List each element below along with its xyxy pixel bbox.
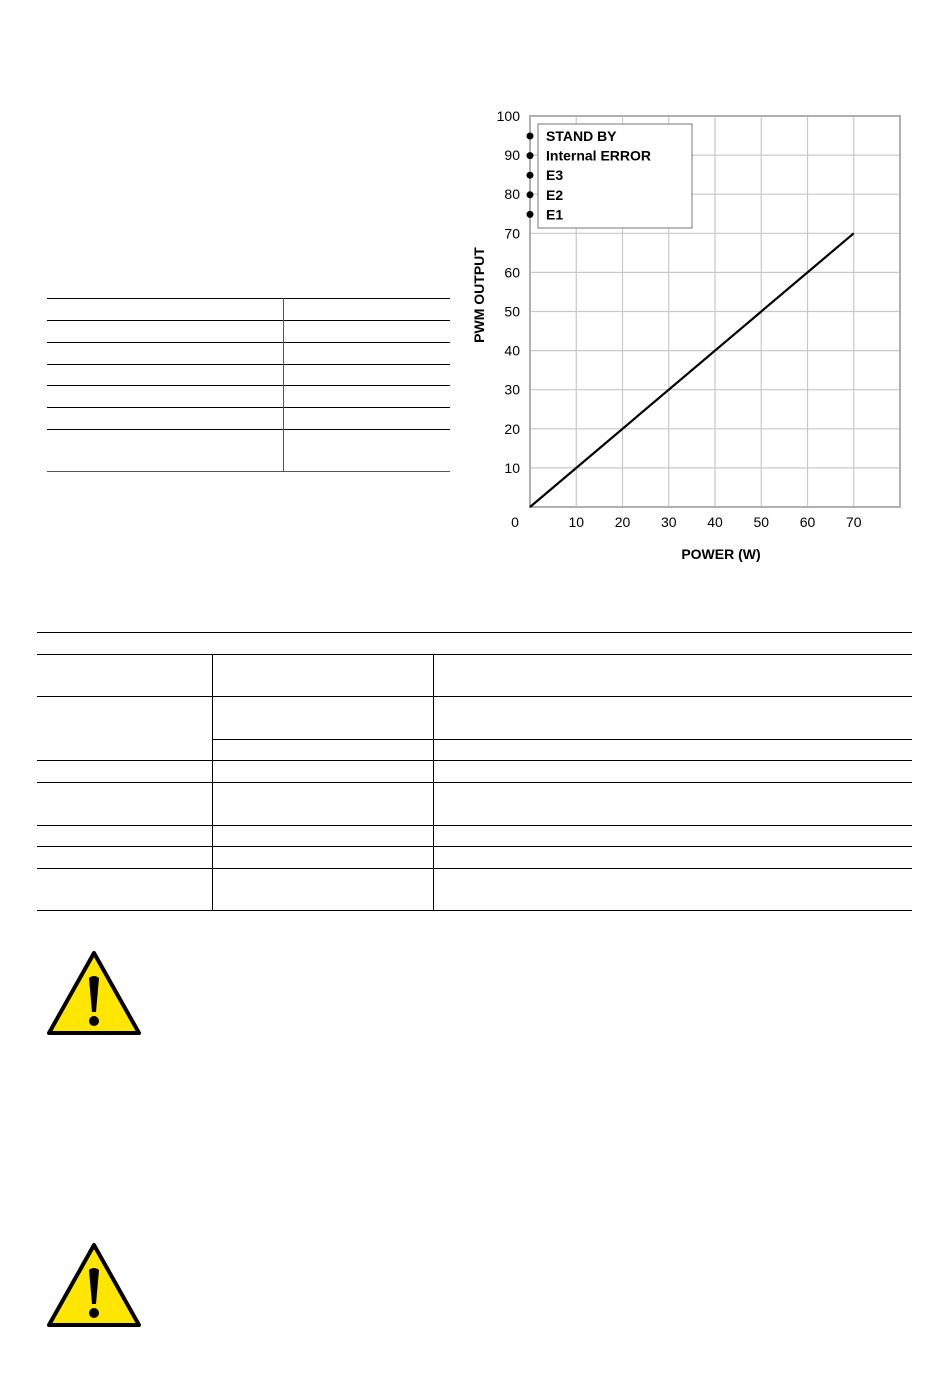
table-rule <box>37 825 912 826</box>
table-rule <box>37 868 912 869</box>
warning-icon <box>46 1242 142 1328</box>
y-axis-label: PWM OUTPUT <box>471 247 487 343</box>
legend-marker <box>527 172 534 179</box>
table-rule <box>37 910 912 911</box>
pwm-power-chart <box>460 100 920 570</box>
y-tick-label: 10 <box>504 459 520 476</box>
x-axis-label: POWER (W) <box>681 546 761 562</box>
series-line <box>530 233 854 507</box>
y-tick-label: 90 <box>504 147 520 164</box>
y-tick-label: 100 <box>496 108 520 124</box>
legend-label: E2 <box>546 186 564 203</box>
chart-series <box>530 233 854 507</box>
table-column-divider <box>212 654 213 911</box>
legend-marker <box>527 191 534 198</box>
table-rule <box>37 654 912 655</box>
y-axis-ticks <box>497 108 521 476</box>
table-column-divider <box>433 654 434 911</box>
legend-marker <box>527 133 534 140</box>
y-tick-label: 60 <box>504 264 520 281</box>
table-rule <box>37 846 912 847</box>
y-tick-label: 30 <box>504 381 520 398</box>
x-tick-label: 20 <box>614 514 631 530</box>
chart-legend <box>527 124 693 228</box>
table-rule <box>37 782 912 783</box>
table-rule <box>47 429 450 430</box>
x-tick-label: 40 <box>707 514 723 530</box>
x-tick-label: 60 <box>799 514 816 530</box>
table-rule <box>47 364 450 365</box>
table-rule <box>37 696 912 697</box>
x-tick-label: 30 <box>660 514 677 530</box>
legend-marker <box>527 211 534 218</box>
legend-label: E3 <box>546 167 564 184</box>
legend-marker <box>527 152 534 159</box>
x-axis-ticks <box>511 514 862 530</box>
y-tick-label: 80 <box>504 186 520 203</box>
table-rule <box>47 342 450 343</box>
x-tick-label: 50 <box>753 514 770 530</box>
x-tick-label: 10 <box>568 514 585 530</box>
x-tick-label: 0 <box>511 514 519 530</box>
table-rule <box>212 739 912 740</box>
table-rule <box>47 385 450 386</box>
warning-icon <box>46 950 142 1036</box>
table-rule <box>47 298 450 299</box>
table-rule <box>47 320 450 321</box>
y-tick-label: 20 <box>504 420 520 437</box>
legend-label: E1 <box>546 206 564 223</box>
table-rule <box>47 471 450 472</box>
y-tick-label: 50 <box>504 303 520 320</box>
legend-label: Internal ERROR <box>546 147 652 164</box>
table-column-divider <box>283 298 284 472</box>
y-tick-label: 70 <box>504 225 520 242</box>
table-rule <box>37 632 912 633</box>
x-tick-label: 70 <box>845 514 862 530</box>
legend-label: STAND BY <box>546 128 617 144</box>
table-rule <box>47 407 450 408</box>
table-rule <box>37 760 912 761</box>
y-tick-label: 40 <box>504 342 520 359</box>
